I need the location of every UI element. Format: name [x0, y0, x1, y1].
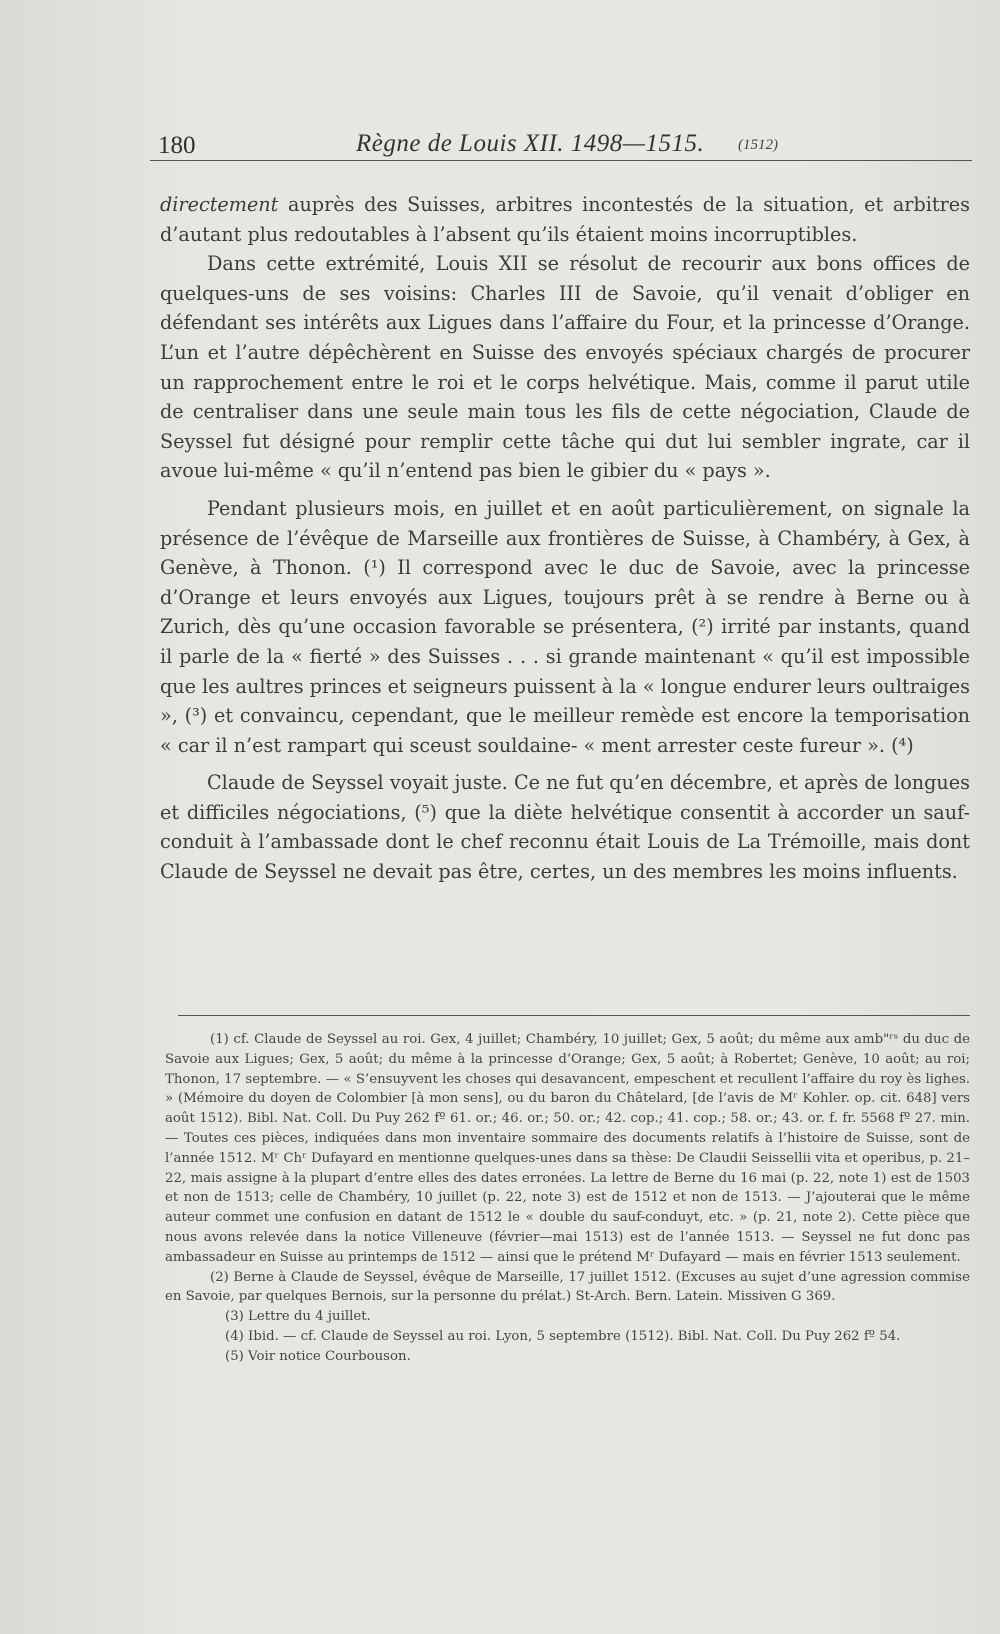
- footnote: (2) Berne à Claude de Seyssel, évêque de Marseille, 17 juillet 1512. (Excuses au sujet d’une agression commise en Savoie, par quelques Bernois, sur la personne du prélat.) St-Arch. Bern. Latein. Missiven G 369.: [165, 1269, 970, 1305]
- footnote-rule: [178, 1015, 970, 1016]
- header-rule: [150, 160, 972, 161]
- footnote: (5) Voir notice Courbouson.: [225, 1348, 411, 1364]
- paragraph: Pendant plusieurs mois, en juillet et en août particulièrement, on signale la présence de l’évêque de Marseille aux frontières de Suisse, à Chambéry, à Gex, à Genève, à Thonon. (¹) Il correspond avec le duc de Savoie, avec la princesse d’Orange et leurs envoyés aux Ligues, toujours prêt à se rendre à Berne ou à Zurich, dès qu’une occasion favorable se présentera, (²) irrité par instants, quand il parle de la « fierté » des Suisses . . . si grande maintenant « qu’il est impossible que les aultres princes et seigneurs puissent à la « longue endurer leurs oultraiges », (³) et convaincu, cependant, que le meilleur remède est encore la temporisation « car il n’est rampart qui sceust souldaine- « ment arrester ceste fureur ». (⁴): [160, 496, 970, 757]
- footnote: (1) cf. Claude de Seyssel au roi. Gex, 4 juillet; Chambéry, 10 juillet; Gex, 5 août; du même aux amb"ʳˢ du duc de Savoie aux Ligues; Gex, 5 août; du même à la princesse d’Orange; Gex, 5 août; à Robertet; Genève, 10 août; au roi; Thonon, 17 septembre. — « S’ensuyvent les choses qui desavancent, empeschent et recullent l’affaire du roy ès lighes. » (Mémoire du doyen de Colombier [à mon sens], ou du baron du Châtelard, [de l’avis de Mʳ Kohler. op. cit. 648] vers août 1512). Bibl. Nat. Coll. Du Puy 262 fº 61. or.; 46. or.; 50. or.; 42. cop.; 41. cop.; 58. or.; 43. or. f. fr. 5568 fº 27. min. — Toutes ces pièces, indiquées dans mon inventaire sommaire des documents relatifs à l’histoire de Suisse, sont de l’année 1512. Mʳ Chʳ Dufayard en mentionne quelques-unes dans sa thèse: De Claudii Seissellii vita et operibus, p. 21–22, mais assigne à la plupart d’entre elles des dates erronées. La lettre de Berne du 16 mai (p. 22, note 1) est de 1503 et non de 1513; celle de Chambéry, 10 juillet (p. 22, note 3) est de 1512 et non de 1513. — J’ajouterai que le même auteur commet une confusion en datant de 1512 le « double du sauf-conduyt, etc. » (p. 21, note 2). Cette pièce que nous avons relevée dans la notice Villeneuve (février—mai 1513) est de l’année 1513. — Seyssel ne fut donc pas ambassadeur en Suisse au printemps de 1512 — ainsi que le prétend Mʳ Dufayard — mais en février 1513 seulement.: [165, 1032, 970, 1265]
- emphasis-word: directement: [160, 193, 279, 216]
- footnote: (3) Lettre du 4 juillet.: [225, 1309, 371, 1325]
- paragraph: Claude de Seyssel voyait juste. Ce ne fut qu’en décembre, et après de longues et difficiles négociations, (⁵) que la diète helvétique consentit à accorder un sauf-conduit à l’ambassade dont le chef reconnu était Louis de La Trémoille, mais dont Claude de Seyssel ne devait pas être, certes, un des membres les moins influents.: [160, 771, 970, 884]
- body-text: [160, 190, 970, 887]
- paragraph: Dans cette extrémité, Louis XII se résolut de recourir aux bons offices de quelques-uns de ses voisins: Charles III de Savoie, qu’il venait d’obliger en défendant ses intérêts aux Ligues dans l’affaire du Four, et la princesse d’Orange. L’un et l’autre dépêchèrent en Suisse des envoyés spéciaux chargés de procurer un rapprochement entre le roi et le corps helvétique. Mais, comme il parut utile de centraliser dans une seule main tous les fils de cette négociation, Claude de Seyssel fut désigné pour remplir cette tâche qui dut lui sembler ingrate, car il avoue lui-même « qu’il n’entend pas bien le gibier du « pays ».: [160, 252, 970, 483]
- footnote: (4) Ibid. — cf. Claude de Seyssel au roi. Lyon, 5 septembre (1512). Bibl. Nat. Coll. Du Puy 262 fº 54.: [225, 1328, 901, 1344]
- page-number: 180: [158, 132, 196, 159]
- paragraph-text: auprès des Suisses, arbitres incontestés de la situation, et arbitres d’autant plus redoutables à l’absent qu’ils étaient moins incorruptibles.: [160, 193, 970, 246]
- year-tag: (1512): [738, 137, 778, 153]
- running-title: Règne de Louis XII. 1498—1515.: [356, 130, 705, 157]
- footnotes: [165, 1030, 970, 1367]
- page-header: [158, 128, 970, 164]
- paragraph: [160, 190, 970, 249]
